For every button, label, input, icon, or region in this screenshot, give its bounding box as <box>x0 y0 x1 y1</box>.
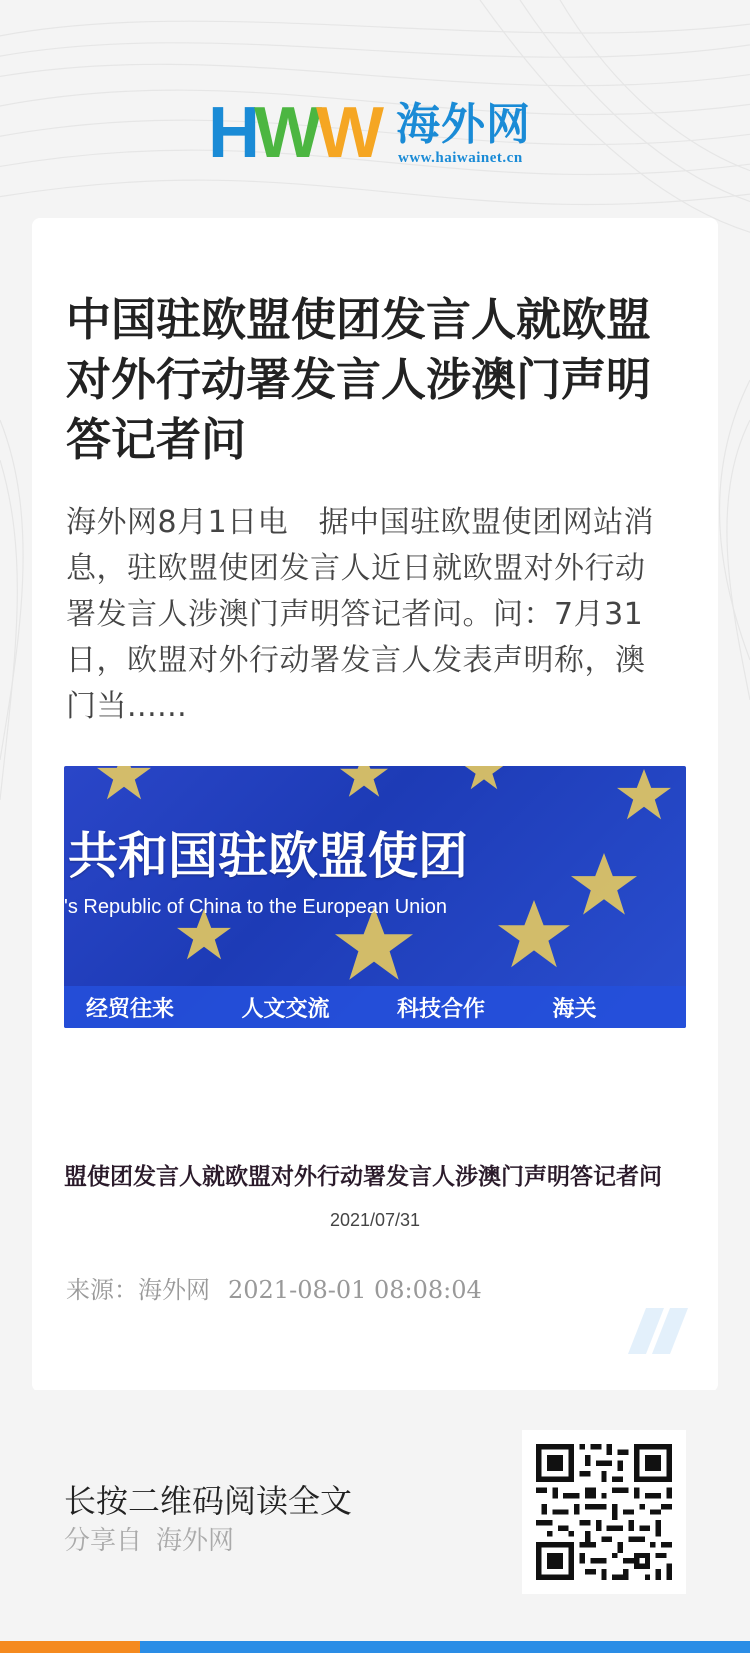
bottom-bar-orange-segment <box>0 1641 140 1653</box>
image-nav-bar <box>64 986 686 1028</box>
article-title: 中国驻欧盟使团发言人就欧盟对外行动署发言人涉澳门声明答记者问 <box>66 293 652 466</box>
article-summary: 海外网8月1日电 据中国驻欧盟使团网站消息，驻欧盟使团发言人近日就欧盟对外行动署发言人涉澳门声明答记者问。问：7月31日，欧盟对外行动署发言人发表声明称，澳门当...... <box>66 505 655 724</box>
logo-letter-w1: W <box>254 93 316 173</box>
image-nav-item: 海关 <box>552 996 597 1022</box>
image-title-en: 's Republic of China to the European Union <box>64 896 447 918</box>
share-info <box>64 1520 234 1557</box>
site-logo <box>208 93 548 173</box>
source-datetime: 2021-08-01 08:08:04 <box>228 1276 482 1304</box>
article-card[interactable] <box>32 218 718 1392</box>
image-title-cn: 共和国驻欧盟使团 <box>68 827 468 885</box>
logo-letters <box>208 93 378 173</box>
logo-letter-w2: W <box>315 93 378 173</box>
footer <box>0 1390 750 1653</box>
image-caption: 盟使团发言人就欧盟对外行动署发言人涉澳门声明答记者问 <box>64 1164 662 1190</box>
logo-name: 海外网 <box>396 99 531 150</box>
bottom-color-bar <box>0 1641 750 1653</box>
qr-code-icon <box>536 1444 672 1580</box>
image-caption-date: 2021/07/31 <box>329 1210 421 1230</box>
quote-mark-icon <box>628 1308 688 1354</box>
share-source: 海外网 <box>156 1526 235 1556</box>
article-source <box>66 1270 482 1305</box>
image-nav-item: 人文交流 <box>241 996 330 1022</box>
qr-instruction: 长按二维码阅读全文 <box>64 1482 353 1520</box>
share-label: 分享自 <box>64 1526 143 1556</box>
qr-code[interactable] <box>522 1430 686 1594</box>
source-label: 来源：海外网 <box>66 1276 210 1304</box>
image-nav-item: 科技合作 <box>397 996 486 1022</box>
image-nav-item: 经贸往来 <box>86 996 175 1022</box>
article-image <box>64 766 686 1028</box>
logo-url: www.haiwainet.cn <box>398 150 523 166</box>
logo-letter-h: H <box>208 93 254 173</box>
